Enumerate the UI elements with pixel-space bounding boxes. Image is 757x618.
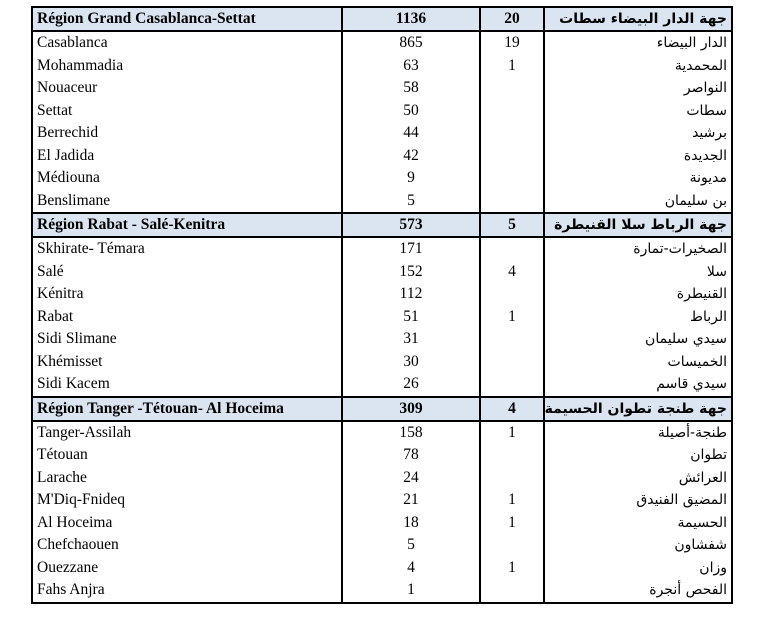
city-deaths [480,190,544,214]
city-deaths: 1 [480,421,544,445]
city-name-ar: القنيطرة [544,283,732,306]
city-cases: 4 [342,557,480,580]
table-row [32,190,732,214]
city-name-fr: Settat [32,100,342,123]
city-name-fr: Tanger-Assilah [32,421,342,445]
city-name-fr: Skhirate- Témara [32,237,342,261]
city-deaths [480,373,544,397]
city-name-fr: Médiouna [32,167,342,190]
city-name-fr: Nouaceur [32,77,342,100]
city-deaths [480,77,544,100]
city-deaths: 1 [480,306,544,329]
region-deaths: 20 [480,7,544,31]
city-name-fr: Mohammadia [32,55,342,78]
city-deaths: 4 [480,261,544,284]
table-row [32,421,732,445]
city-cases: 63 [342,55,480,78]
city-cases: 44 [342,122,480,145]
city-name-fr: Sidi Kacem [32,373,342,397]
city-name-fr: M'Diq-Fnideq [32,489,342,512]
table-row [32,261,732,284]
city-name-fr: Ouezzane [32,557,342,580]
table-row [32,237,732,261]
table-row [32,306,732,329]
table-row [32,328,732,351]
city-name-ar: سيدي سليمان [544,328,732,351]
table-row [32,373,732,397]
table-row [32,579,732,603]
table-row [32,512,732,535]
city-name-fr: Larache [32,467,342,490]
city-name-ar: سلا [544,261,732,284]
city-deaths [480,467,544,490]
city-name-fr: Benslimane [32,190,342,214]
region-name-fr: Région Tanger -Tétouan- Al Hoceima [32,397,342,421]
city-deaths: 1 [480,55,544,78]
region-deaths: 5 [480,213,544,237]
city-cases: 1 [342,579,480,603]
region-name-ar: جهة طنجة تطوان الحسيمة [544,397,732,421]
city-name-fr: Sidi Slimane [32,328,342,351]
city-cases: 5 [342,190,480,214]
city-deaths: 1 [480,489,544,512]
city-name-ar: الخميسات [544,351,732,374]
city-name-ar: الدار البيضاء [544,31,732,55]
city-name-fr: Kénitra [32,283,342,306]
city-deaths [480,283,544,306]
city-deaths [480,167,544,190]
city-name-ar: بن سليمان [544,190,732,214]
city-cases: 30 [342,351,480,374]
city-cases: 112 [342,283,480,306]
city-name-ar: الرباط [544,306,732,329]
region-name-ar: جهة الرباط سلا القنيطرة [544,213,732,237]
table-row [32,145,732,168]
city-name-ar: الفحص أنجرة [544,579,732,603]
city-cases: 18 [342,512,480,535]
city-deaths [480,237,544,261]
city-name-fr: Chefchaouen [32,534,342,557]
city-name-ar: الصخيرات-تمارة [544,237,732,261]
region-name-ar: جهة الدار البيضاء سطات [544,7,732,31]
city-cases: 21 [342,489,480,512]
table-row [32,444,732,467]
region-name-fr: Région Grand Casablanca-Settat [32,7,342,31]
region-name-fr: Région Rabat - Salé-Kenitra [32,213,342,237]
city-name-ar: المضيق الفنيدق [544,489,732,512]
city-cases: 42 [342,145,480,168]
table-row [32,55,732,78]
city-name-ar: العرائش [544,467,732,490]
city-cases: 865 [342,31,480,55]
city-cases: 51 [342,306,480,329]
city-deaths [480,328,544,351]
city-name-ar: سطات [544,100,732,123]
city-name-ar: المحمدية [544,55,732,78]
city-name-fr: Fahs Anjra [32,579,342,603]
city-name-fr: Rabat [32,306,342,329]
table-row [32,534,732,557]
city-name-ar: النواصر [544,77,732,100]
city-cases: 9 [342,167,480,190]
city-name-fr: Al Hoceima [32,512,342,535]
city-name-ar: الحسيمة [544,512,732,535]
city-cases: 171 [342,237,480,261]
city-cases: 58 [342,77,480,100]
city-deaths [480,444,544,467]
city-cases: 78 [342,444,480,467]
city-name-ar: سيدي قاسم [544,373,732,397]
city-name-fr: Khémisset [32,351,342,374]
region-cases: 309 [342,397,480,421]
city-deaths [480,100,544,123]
city-name-ar: طنجة-أصيلة [544,421,732,445]
city-cases: 152 [342,261,480,284]
table-row [32,283,732,306]
city-cases: 158 [342,421,480,445]
city-cases: 26 [342,373,480,397]
region-header-row [32,213,732,237]
region-header-row [32,397,732,421]
city-cases: 24 [342,467,480,490]
city-name-fr: Salé [32,261,342,284]
city-deaths: 1 [480,557,544,580]
city-name-ar: وزان [544,557,732,580]
region-cases: 573 [342,213,480,237]
city-name-fr: El Jadida [32,145,342,168]
city-name-ar: الجديدة [544,145,732,168]
city-name-ar: شفشاون [544,534,732,557]
city-deaths [480,579,544,603]
table-row [32,100,732,123]
table-row [32,467,732,490]
city-deaths [480,534,544,557]
city-name-ar: برشيد [544,122,732,145]
table-body [32,7,732,603]
city-name-ar: تطوان [544,444,732,467]
city-cases: 50 [342,100,480,123]
table-row [32,122,732,145]
city-name-fr: Tétouan [32,444,342,467]
region-header-row [32,7,732,31]
table-row [32,557,732,580]
city-deaths [480,145,544,168]
city-deaths: 1 [480,512,544,535]
table-row [32,77,732,100]
city-name-fr: Berrechid [32,122,342,145]
table-row [32,489,732,512]
city-name-fr: Casablanca [32,31,342,55]
city-deaths [480,122,544,145]
table-row [32,351,732,374]
city-deaths [480,351,544,374]
table-row [32,31,732,55]
city-deaths: 19 [480,31,544,55]
region-deaths: 4 [480,397,544,421]
city-name-ar: مديونة [544,167,732,190]
table-row [32,167,732,190]
city-cases: 31 [342,328,480,351]
region-cases: 1136 [342,7,480,31]
city-cases: 5 [342,534,480,557]
regional-cases-table [31,6,733,604]
